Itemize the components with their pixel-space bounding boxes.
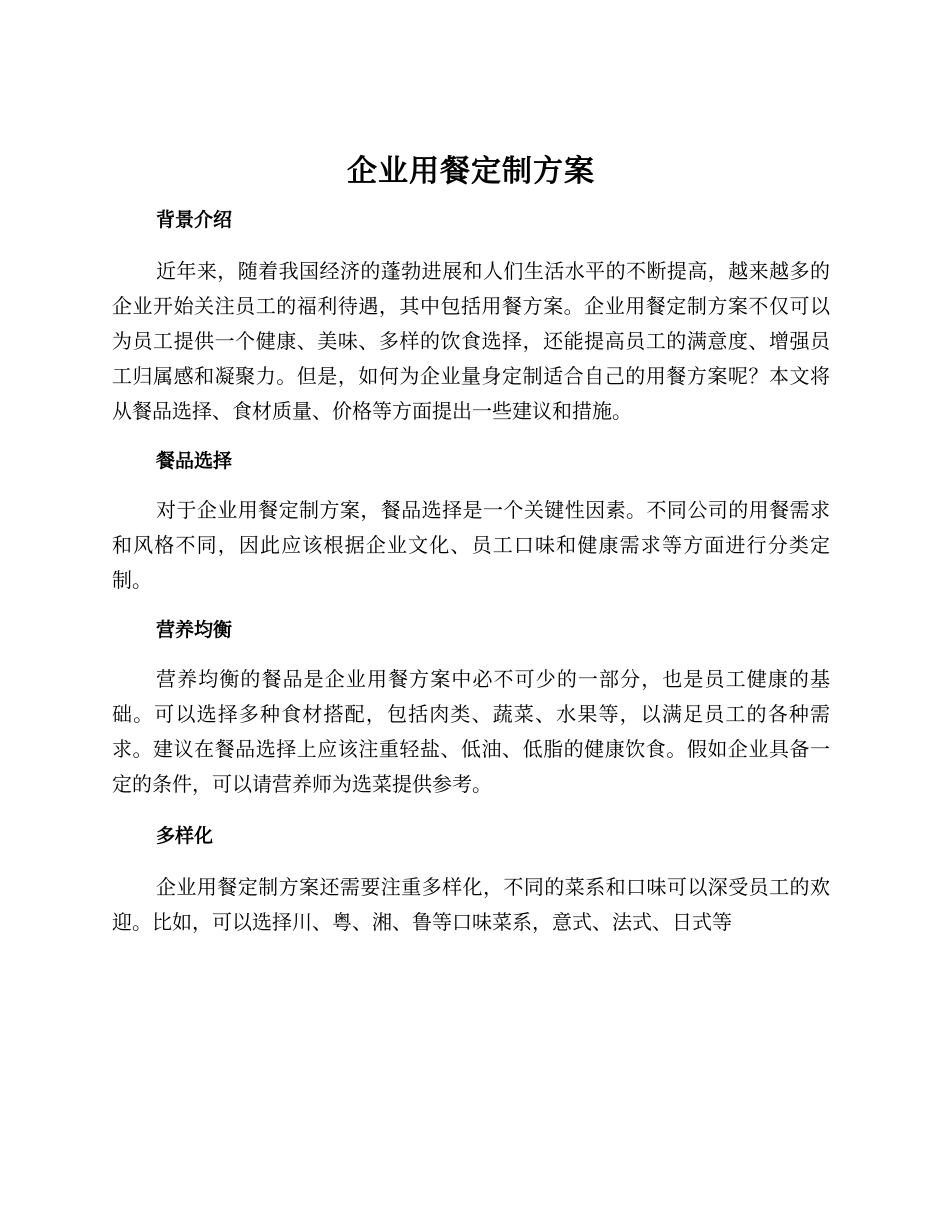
section-paragraph-nutrition-balance: 营养均衡的餐品是企业用餐方案中必不可少的一部分，也是员工健康的基础。可以选择多种食材搭配，包括肉类、蔬菜、水果等，以满足员工的各种需求。建议在餐品选择上应该注重轻盐、低油、低脂的健康饮食。假如企业具备一定的条件，可以请营养师为选菜提供参考。 bbox=[112, 667, 830, 796]
section-paragraph-background: 近年来，随着我国经济的蓬勃进展和人们生活水平的不断提高，越来越多的企业开始关注员工的福利待遇，其中包括用餐方案。企业用餐定制方案不仅可以为员工提供一个健康、美味、多样的饮食选择，还能提高员工的满意度、增强员工归属感和凝聚力。但是，如何为企业量身定制适合自己的用餐方案呢？本文将从餐品选择、食材质量、价格等方面提出一些建议和措施。 bbox=[112, 259, 830, 423]
section-heading-diversity: 多样化 bbox=[156, 825, 214, 847]
section-paragraph-diversity: 企业用餐定制方案还需要注重多样化，不同的菜系和口味可以深受员工的欢迎。比如，可以选择川、粤、湘、鲁等口味菜系，意式、法式、日式等 bbox=[112, 875, 830, 934]
section-paragraph-meal-selection: 对于企业用餐定制方案，餐品选择是一个关键性因素。不同公司的用餐需求和风格不同，因此应该根据企业文化、员工口味和健康需求等方面进行分类定制。 bbox=[112, 498, 830, 592]
section-heading-background: 背景介绍 bbox=[156, 209, 233, 231]
document-page bbox=[112, 0, 830, 940]
section-heading-meal-selection: 餐品选择 bbox=[156, 450, 233, 472]
document-title: 企业用餐定制方案 bbox=[347, 154, 595, 189]
section-heading-nutrition-balance: 营养均衡 bbox=[156, 619, 233, 641]
